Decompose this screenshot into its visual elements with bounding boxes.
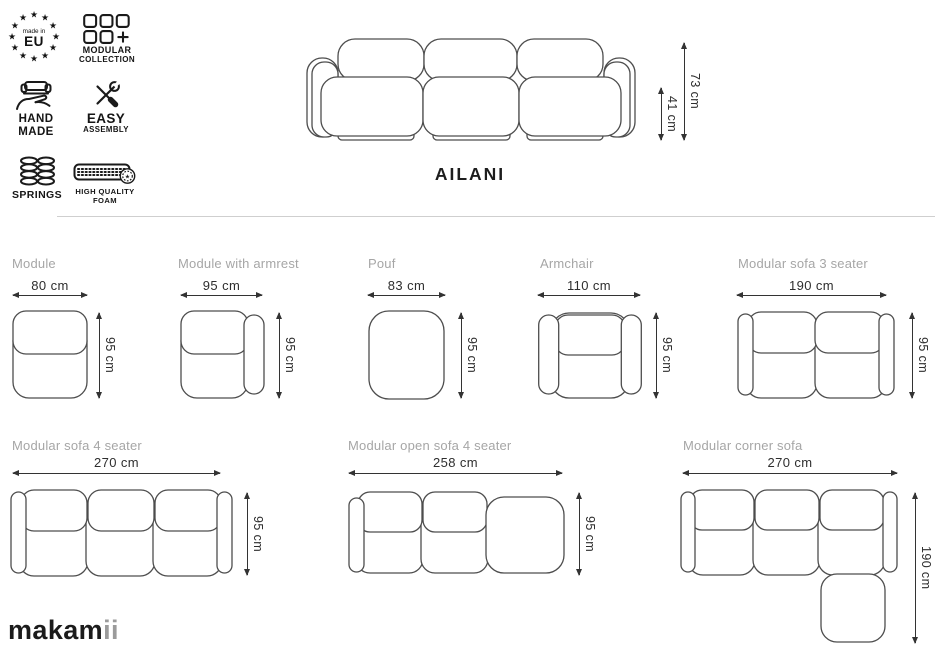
product-name: AILANI	[434, 164, 506, 184]
corner-sofa-width-dimension: 270 cm	[767, 455, 813, 470]
svg-text:★: ★	[51, 32, 61, 43]
open-sofa-4-seater-width-dimension: 258 cm	[432, 455, 479, 470]
open-sofa-4-seater-height-arrow	[579, 493, 580, 575]
open-sofa-4-seater-width-arrow	[349, 473, 562, 474]
seat-height-arrow	[661, 88, 662, 140]
module-armrest-height-arrow	[279, 313, 280, 398]
pouf-drawing	[368, 310, 445, 400]
open-sofa-4-seater-name: Modular open sofa 4 seater	[348, 438, 512, 453]
svg-text:★: ★	[49, 21, 58, 32]
svg-text:★: ★	[40, 51, 50, 62]
svg-text:★: ★	[10, 21, 19, 32]
pouf-height-dimension: 95 cm	[465, 337, 479, 374]
module-drawing	[12, 310, 88, 399]
modular-collection-label: MODULAR COLLECTION	[79, 45, 135, 65]
hand-made-label: HAND MADE	[18, 113, 54, 138]
brand-logo-main: makam	[8, 615, 104, 645]
svg-text:★: ★	[49, 43, 58, 54]
svg-text:★: ★	[124, 173, 131, 181]
svg-text:★: ★	[40, 13, 50, 24]
svg-text:★: ★	[18, 13, 28, 24]
module-name: Module	[12, 256, 56, 271]
corner-sofa-drawing	[680, 489, 898, 645]
pouf-width-arrow	[368, 295, 445, 296]
sofa-3-seater-width-dimension: 190 cm	[788, 278, 835, 293]
sofa-4-seater-drawing	[10, 489, 233, 577]
total-height-arrow	[684, 43, 685, 140]
sofa-3-seater-drawing	[737, 311, 895, 399]
module-width-dimension: 80 cm	[31, 278, 69, 293]
svg-text:★: ★	[7, 32, 17, 43]
sofa-4-seater-width-dimension: 270 cm	[93, 455, 140, 470]
springs-label: SPRINGS	[11, 189, 63, 201]
module-armrest-drawing	[180, 310, 265, 399]
open-sofa-4-seater-drawing	[348, 491, 565, 576]
open-sofa-4-seater-height-dimension: 95 cm	[583, 515, 597, 553]
svg-text:★: ★	[18, 51, 28, 62]
made-in-label: made in	[22, 28, 46, 35]
svg-text:★: ★	[29, 10, 39, 21]
sofa-4-seater-height-dimension: 95 cm	[251, 515, 265, 553]
springs-icon	[19, 156, 55, 187]
armchair-height-dimension: 95 cm	[660, 337, 674, 374]
pouf-width-dimension: 83 cm	[387, 278, 426, 293]
module-armrest-name: Module with armrest	[178, 256, 299, 271]
section-divider	[57, 216, 935, 217]
easy-assembly-label: EASY ASSEMBLY	[83, 111, 129, 135]
sofa-4-seater-width-arrow	[13, 473, 220, 474]
sofa-3-seater-width-arrow	[737, 295, 886, 296]
module-armrest-height-dimension: 95 cm	[283, 337, 297, 374]
high-quality-foam-icon	[73, 159, 137, 187]
corner-sofa-depth-dimension: 190 cm	[919, 546, 933, 590]
svg-text:★: ★	[10, 43, 19, 54]
eu-label: EU	[24, 34, 44, 49]
sofa-4-seater-height-arrow	[247, 493, 248, 575]
module-height-dimension: 95 cm	[103, 337, 117, 374]
sofa-4-seater-name: Modular sofa 4 seater	[12, 438, 142, 453]
pouf-name: Pouf	[368, 256, 396, 271]
armchair-width-dimension: 110 cm	[566, 278, 612, 293]
armchair-name: Armchair	[540, 256, 594, 271]
made-in-eu-icon	[6, 8, 62, 64]
module-height-arrow	[99, 313, 100, 398]
sofa-3-seater-height-arrow	[912, 313, 913, 398]
sofa-3-seater-name: Modular sofa 3 seater	[738, 256, 868, 271]
total-height-dimension: 73 cm	[688, 73, 702, 110]
armchair-height-arrow	[656, 313, 657, 398]
module-armrest-width-dimension: 95 cm	[202, 278, 241, 293]
sofa-3-seater-height-dimension: 95 cm	[916, 337, 930, 374]
corner-sofa-width-arrow	[683, 473, 897, 474]
high-quality-foam-label: HIGH QUALITY FOAM	[75, 187, 135, 205]
easy-assembly-icon	[90, 79, 122, 111]
seat-height-dimension: 41 cm	[665, 95, 679, 133]
armchair-width-arrow	[538, 295, 640, 296]
armchair-drawing	[538, 310, 642, 400]
svg-text:★: ★	[29, 54, 39, 64]
corner-sofa-name: Modular corner sofa	[683, 438, 803, 453]
pouf-height-arrow	[461, 313, 462, 398]
module-armrest-width-arrow	[181, 295, 262, 296]
sofa-front-view-drawing	[300, 36, 642, 146]
brand-logo	[8, 615, 119, 646]
brand-logo-accent: ii	[103, 615, 119, 645]
hand-made-icon	[14, 81, 58, 112]
module-width-arrow	[13, 295, 87, 296]
corner-sofa-depth-arrow	[915, 493, 916, 643]
modular-collection-icon	[83, 14, 133, 44]
